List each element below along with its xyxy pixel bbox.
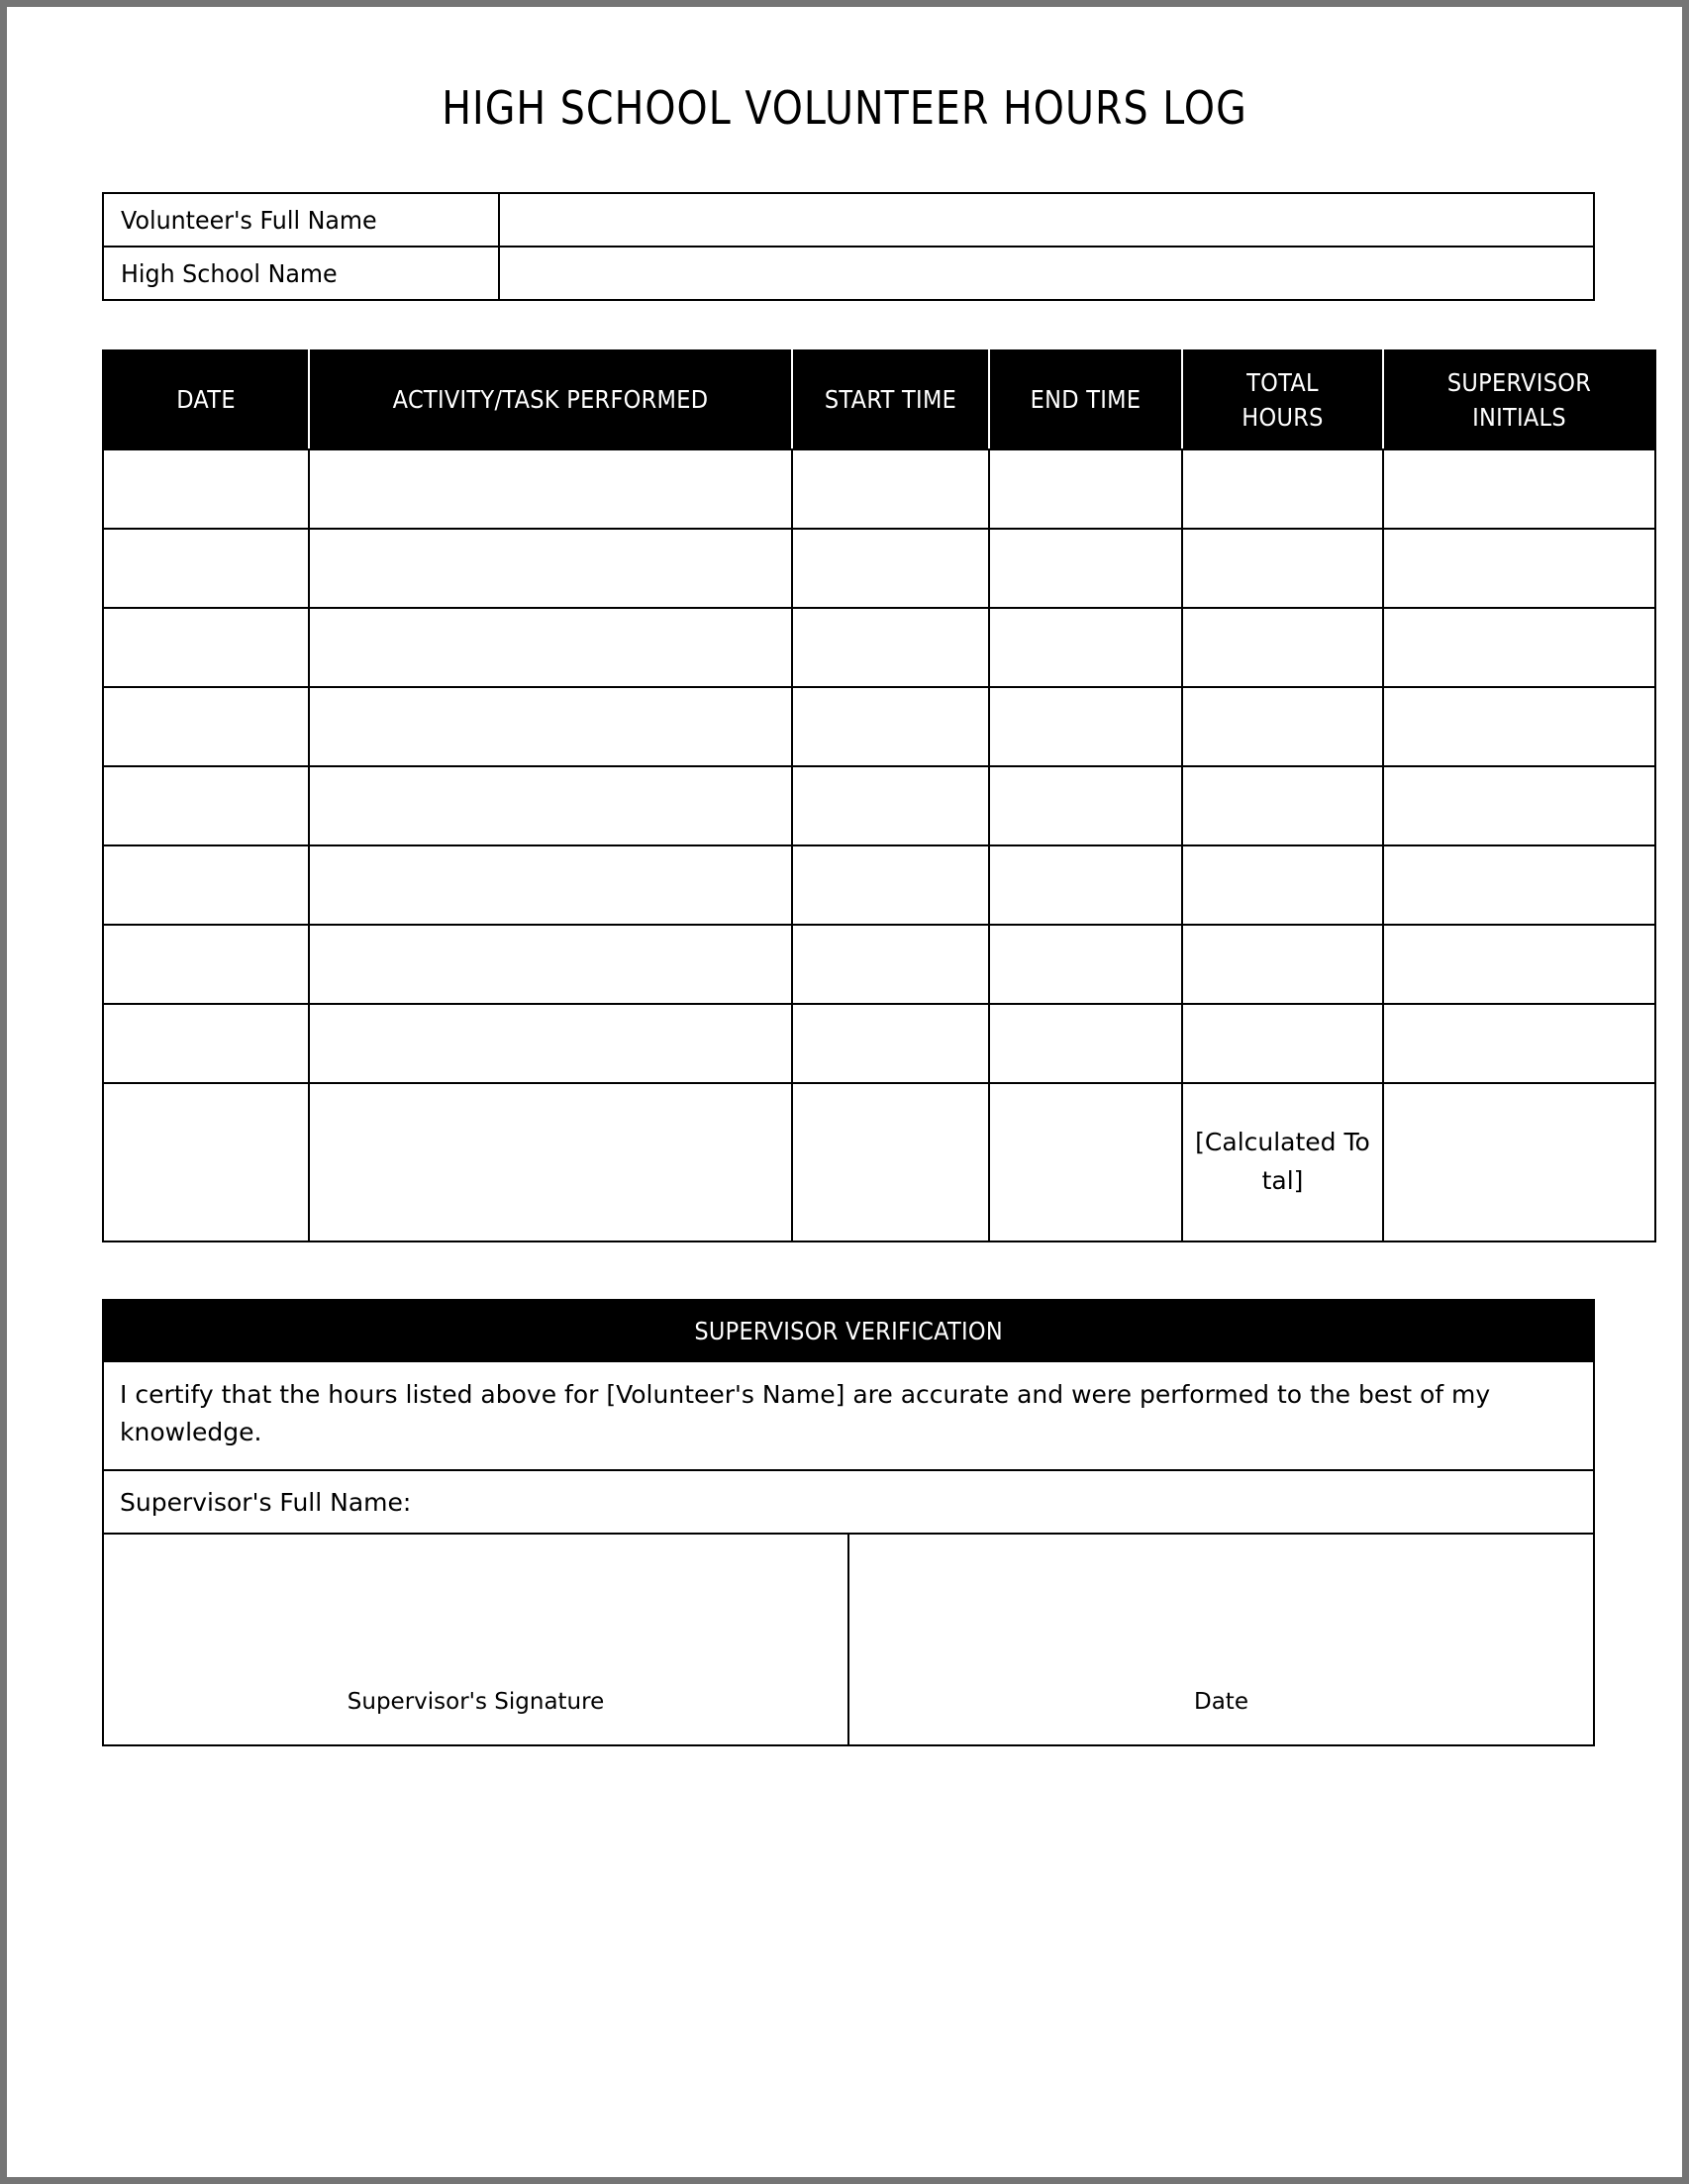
- column-header-activity-line1: ACTIVITY/TASK PERFORMED: [392, 385, 709, 415]
- log-cell-end-time[interactable]: [989, 1004, 1182, 1083]
- log-cell-start-time[interactable]: [792, 1004, 989, 1083]
- log-cell-end-time[interactable]: [989, 529, 1182, 608]
- log-cell-date[interactable]: [103, 766, 309, 845]
- log-cell-date[interactable]: [103, 1004, 309, 1083]
- log-cell-supervisor-initials[interactable]: [1383, 608, 1655, 687]
- high-school-name-field[interactable]: [499, 247, 1594, 300]
- supervisor-name-field[interactable]: Supervisor's Full Name:: [103, 1470, 1594, 1534]
- log-cell-total-hours[interactable]: [1182, 529, 1383, 608]
- column-header-start-time: [792, 350, 989, 449]
- log-cell-total-hours[interactable]: [1182, 925, 1383, 1004]
- column-header-activity: [309, 350, 792, 449]
- log-table-body: [103, 449, 1655, 1241]
- log-cell-activity[interactable]: [309, 687, 792, 766]
- page-title: HIGH SCHOOL VOLUNTEER HOURS LOG: [442, 81, 1247, 135]
- log-cell-start-time[interactable]: [792, 608, 989, 687]
- supervisor-signature-field[interactable]: Supervisor's Signature: [103, 1534, 848, 1745]
- log-cell-activity[interactable]: [309, 1004, 792, 1083]
- log-cell-start-time[interactable]: [792, 925, 989, 1004]
- log-table-header: [103, 350, 1655, 449]
- log-cell-start-time[interactable]: [792, 687, 989, 766]
- log-cell-activity[interactable]: [309, 608, 792, 687]
- log-cell-end-time[interactable]: [989, 449, 1182, 529]
- page-content: [7, 7, 1682, 2177]
- table-row: [103, 1361, 1594, 1470]
- volunteer-name-label: Volunteer's Full Name: [103, 193, 479, 247]
- table-row: [103, 687, 1655, 766]
- log-cell-activity[interactable]: [309, 449, 792, 529]
- log-cell-supervisor-initials[interactable]: [1383, 925, 1655, 1004]
- column-header-start-time-line1: START TIME: [824, 385, 957, 415]
- log-cell-date[interactable]: [103, 687, 309, 766]
- log-cell-supervisor-initials[interactable]: [1383, 529, 1655, 608]
- table-row-total: [103, 1083, 1655, 1241]
- log-cell-date[interactable]: [103, 845, 309, 925]
- log-cell-date[interactable]: [103, 529, 309, 608]
- log-cell-supervisor-initials[interactable]: [1383, 1004, 1655, 1083]
- table-row: [103, 193, 1594, 247]
- log-cell-activity[interactable]: [309, 845, 792, 925]
- high-school-name-label: High School Name: [103, 247, 479, 300]
- log-cell-supervisor-initials[interactable]: [1383, 449, 1655, 529]
- log-cell-end-time[interactable]: [989, 687, 1182, 766]
- log-cell-date[interactable]: [103, 925, 309, 1004]
- column-header-total-hours: [1182, 350, 1383, 449]
- total-row-cell-activity[interactable]: [309, 1083, 792, 1241]
- column-header-supervisor-initials-line1: SUPERVISOR: [1446, 367, 1592, 397]
- log-cell-end-time[interactable]: [989, 608, 1182, 687]
- log-cell-end-time[interactable]: [989, 845, 1182, 925]
- log-cell-start-time[interactable]: [792, 449, 989, 529]
- log-cell-total-hours[interactable]: [1182, 766, 1383, 845]
- table-row: [103, 529, 1655, 608]
- table-row: [103, 766, 1655, 845]
- log-cell-start-time[interactable]: [792, 529, 989, 608]
- log-cell-start-time[interactable]: [792, 766, 989, 845]
- column-header-date-line1: DATE: [176, 385, 236, 415]
- log-cell-supervisor-initials[interactable]: [1383, 766, 1655, 845]
- column-header-end-time-line1: END TIME: [1030, 385, 1142, 415]
- log-cell-total-hours[interactable]: [1182, 449, 1383, 529]
- table-row: [103, 1300, 1594, 1361]
- supervisor-verification-body: [103, 1300, 1594, 1745]
- table-header-row: [103, 350, 1655, 449]
- total-row-cell-date[interactable]: [103, 1083, 309, 1241]
- table-row: [103, 247, 1594, 300]
- table-row: [103, 845, 1655, 925]
- volunteer-info-body: [103, 193, 1594, 300]
- volunteer-info-table: [102, 192, 1595, 301]
- table-row: [103, 608, 1655, 687]
- table-row: [103, 1004, 1655, 1083]
- table-row: [103, 449, 1655, 529]
- volunteer-hours-log-table: [102, 349, 1656, 1242]
- log-cell-date[interactable]: [103, 608, 309, 687]
- table-row: [103, 1470, 1594, 1534]
- log-cell-supervisor-initials[interactable]: [1383, 845, 1655, 925]
- signature-date-field[interactable]: Date: [848, 1534, 1594, 1745]
- total-row-cell-total-hours[interactable]: [Calculated Total]: [1182, 1083, 1383, 1241]
- total-row-cell-supervisor-initials[interactable]: [1383, 1083, 1655, 1241]
- column-header-date: [103, 350, 309, 449]
- total-row-cell-end-time[interactable]: [989, 1083, 1182, 1241]
- log-cell-activity[interactable]: [309, 766, 792, 845]
- log-cell-start-time[interactable]: [792, 845, 989, 925]
- column-header-supervisor-initials-line2: INITIALS: [1472, 403, 1566, 432]
- log-cell-total-hours[interactable]: [1182, 1004, 1383, 1083]
- log-cell-total-hours[interactable]: [1182, 608, 1383, 687]
- column-header-supervisor-initials: [1383, 350, 1655, 449]
- volunteer-name-field[interactable]: [499, 193, 1594, 247]
- certification-statement: I certify that the hours listed above for [Volunteer's Name] are accurate and were performed to the best of my knowledge.: [103, 1361, 1594, 1470]
- table-row: [103, 925, 1655, 1004]
- column-header-total-hours-line2: HOURS: [1242, 403, 1324, 432]
- log-cell-total-hours[interactable]: [1182, 687, 1383, 766]
- log-cell-supervisor-initials[interactable]: [1383, 687, 1655, 766]
- supervisor-verification-table: [102, 1299, 1595, 1746]
- log-cell-activity[interactable]: [309, 529, 792, 608]
- verification-banner-label: SUPERVISOR VERIFICATION: [694, 1316, 1003, 1345]
- total-row-cell-start-time[interactable]: [792, 1083, 989, 1241]
- log-cell-end-time[interactable]: [989, 925, 1182, 1004]
- column-header-total-hours-line1: TOTAL: [1246, 367, 1319, 397]
- log-cell-end-time[interactable]: [989, 766, 1182, 845]
- log-cell-total-hours[interactable]: [1182, 845, 1383, 925]
- log-cell-activity[interactable]: [309, 925, 792, 1004]
- log-cell-date[interactable]: [103, 449, 309, 529]
- column-header-end-time: [989, 350, 1182, 449]
- verification-banner: [103, 1300, 1594, 1361]
- table-row: [103, 1534, 1594, 1745]
